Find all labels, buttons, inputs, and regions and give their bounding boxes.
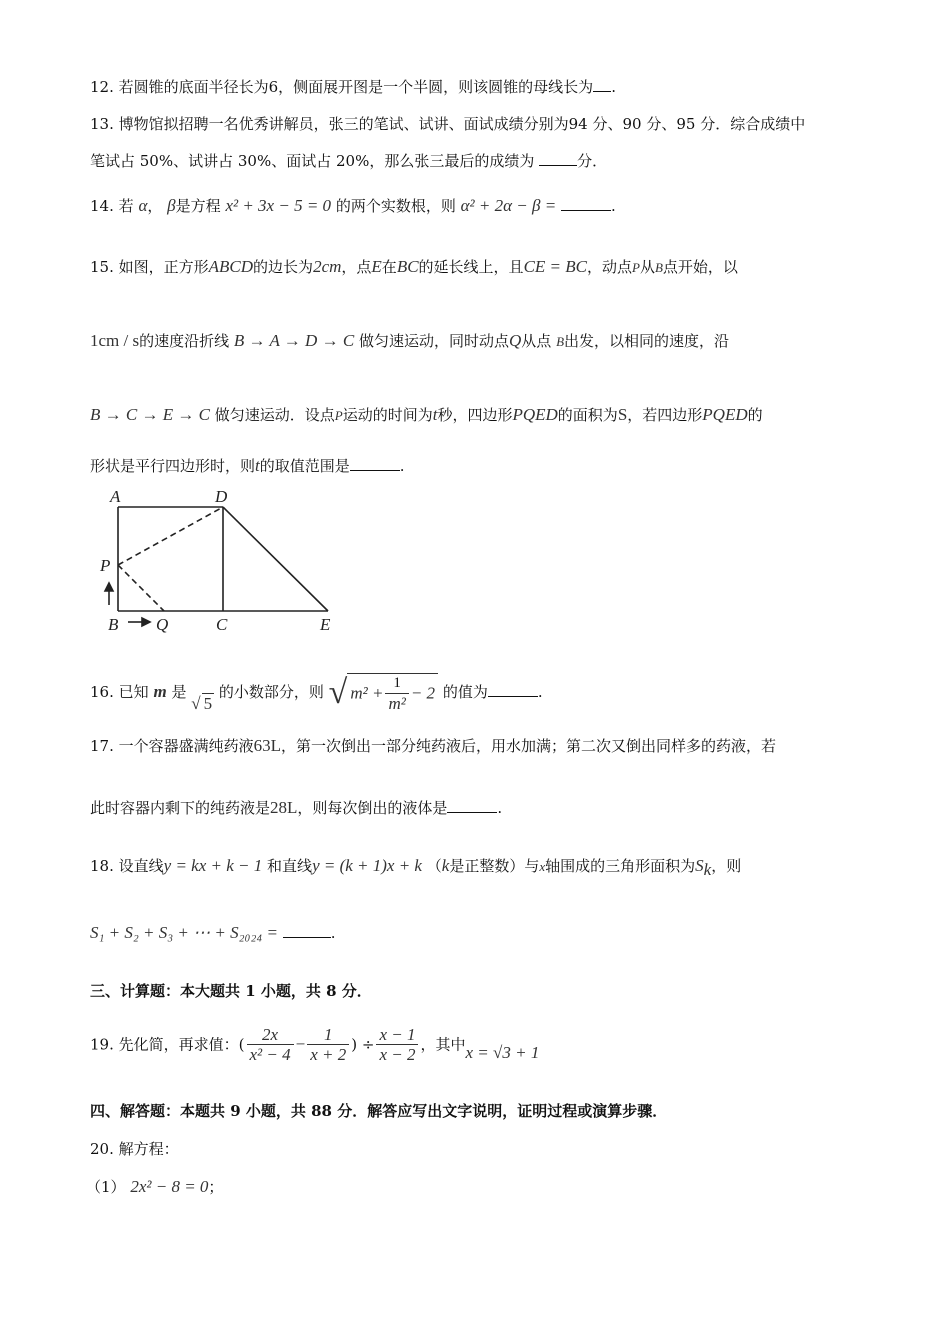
q18-sum-expression: S₁ + S₂ + S₃ + ⋯ + S₂₀₂₄ = xyxy=(90,923,278,942)
q13-answer-blank[interactable] xyxy=(539,151,577,166)
q20-part1-equation: 2x² − 8 = 0 xyxy=(130,1177,209,1196)
question-18-line2: S₁ + S₂ + S₃ + ⋯ + S₂₀₂₄ = . xyxy=(90,923,336,942)
question-14: 14. 若 α， β是方程 x² + 3x − 5 = 0 的两个实数根，则 α² + 2α − β = . xyxy=(90,196,616,215)
question-15-line1: 15. 如图，正方形ABCD的边长为2cm，点E在BC的延长线上，且CE = BC，动点P从B点开始，以 xyxy=(90,257,738,276)
q16-radical-expression: √ m² + $\frac{1}{\text{m²}}$ − 2 xyxy=(329,673,438,713)
question-20-part-1: （1） 2x² − 8 = 0； xyxy=(86,1177,224,1196)
q15-answer-blank[interactable] xyxy=(350,456,400,471)
dashed-PQ xyxy=(118,565,164,611)
section-4-heading: 四、解答题：本题共 9 小题，共 88 分．解答应写出文字说明，证明过程或演算步骤． xyxy=(90,1102,668,1120)
section-3-heading: 三、计算题：本大题共 1 小题，共 8 分． xyxy=(90,982,372,1000)
question-18-line1: 18. 设直线y = kx + k − 1 和直线y = (k + 1)x + k （k是正整数）与x轴围成的三角形面积为$S_k$，则 xyxy=(90,856,742,879)
q14-number: 14. xyxy=(90,197,114,215)
question-16: 16. 已知 m 是 √ 5 的小数部分，则 √ m² + $\frac{1}{\text{m²}}$ − 2 的值为 . xyxy=(90,674,543,713)
sqrt-5: √ 5 xyxy=(191,694,213,713)
q14-answer-blank[interactable] xyxy=(561,196,611,211)
label-C: C xyxy=(216,615,228,634)
question-15-line4: 形状是平行四边形时，则t的取值范围是 . xyxy=(90,456,405,475)
dashed-PD xyxy=(118,507,223,565)
question-12: 12. 若圆锥的底面半径长为6，侧面展开图是一个半圆，则该圆锥的母线长为 . xyxy=(90,78,616,96)
question-13-line1: 13. 博物馆拟招聘一名优秀讲解员，张三的笔试、试讲、面试成绩分别为94 分、90 分、95 分．综合成绩中 xyxy=(90,115,806,133)
q19-x-value: x = √3 + 1 xyxy=(465,1042,540,1062)
label-Q: Q xyxy=(156,615,169,634)
q12-number: 12. xyxy=(90,78,114,96)
square-geometry-figure xyxy=(98,485,348,635)
q19-number: 19. xyxy=(90,1035,114,1054)
q16-answer-blank[interactable] xyxy=(488,682,538,697)
question-19: 19. 先化简，再求值：( $\frac{2x}{\text{x² − 4}}$ − $\frac{1}{x + 2}$ ) ÷ $\frac{x - 1}{x - 2}$ ，其中x = √3 + 1 xyxy=(90,1025,540,1064)
edge-DE xyxy=(223,507,328,611)
label-E: E xyxy=(320,615,331,634)
label-P: P xyxy=(100,556,111,575)
question-17-line1: 17. 一个容器盛满纯药液63L，第一次倒出一部分纯药液后，用水加满；第二次又倒出同样多的药液，若 xyxy=(90,736,777,755)
arrow-up-icon xyxy=(105,583,113,605)
label-A: A xyxy=(110,487,121,506)
q12-answer-blank[interactable] xyxy=(593,77,611,92)
q14-expression: α² + 2α − β = xyxy=(460,196,557,215)
q13-number: 13. xyxy=(90,115,114,133)
label-B: B xyxy=(108,615,119,634)
question-20: 20. 解方程： xyxy=(90,1140,179,1158)
q18-answer-blank[interactable] xyxy=(283,923,331,938)
q14-equation: x² + 3x − 5 = 0 xyxy=(225,196,332,215)
q20-number: 20. xyxy=(90,1140,114,1158)
q17-number: 17. xyxy=(90,737,114,755)
question-15-line2: 1cm / s的速度沿折线 B → A → D → C 做匀速运动，同时动点Q从点 B出发，以相同的速度，沿 xyxy=(90,331,730,350)
arrow-right-icon xyxy=(128,618,150,626)
q12-text: 若圆锥的底面半径长为6，侧面展开图是一个半圆，则该圆锥的母线长为 xyxy=(118,78,594,96)
q15-number: 15. xyxy=(90,258,114,276)
question-17-line2: 此时容器内剩下的纯药液是28L，则每次倒出的液体是 . xyxy=(90,798,503,817)
q18-number: 18. xyxy=(90,857,114,875)
label-D: D xyxy=(215,487,228,506)
question-13-line2: 笔试占 50%、试讲占 30%、面试占 20%，那么张三最后的成绩为 分． xyxy=(90,152,608,170)
q16-number: 16. xyxy=(90,683,114,701)
q17-answer-blank[interactable] xyxy=(447,798,497,813)
question-15-line3: B → C → E → C 做匀速运动．设点P运动的时间为t秒，四边形PQED的面积为S，若四边形PQED的 xyxy=(90,405,763,424)
